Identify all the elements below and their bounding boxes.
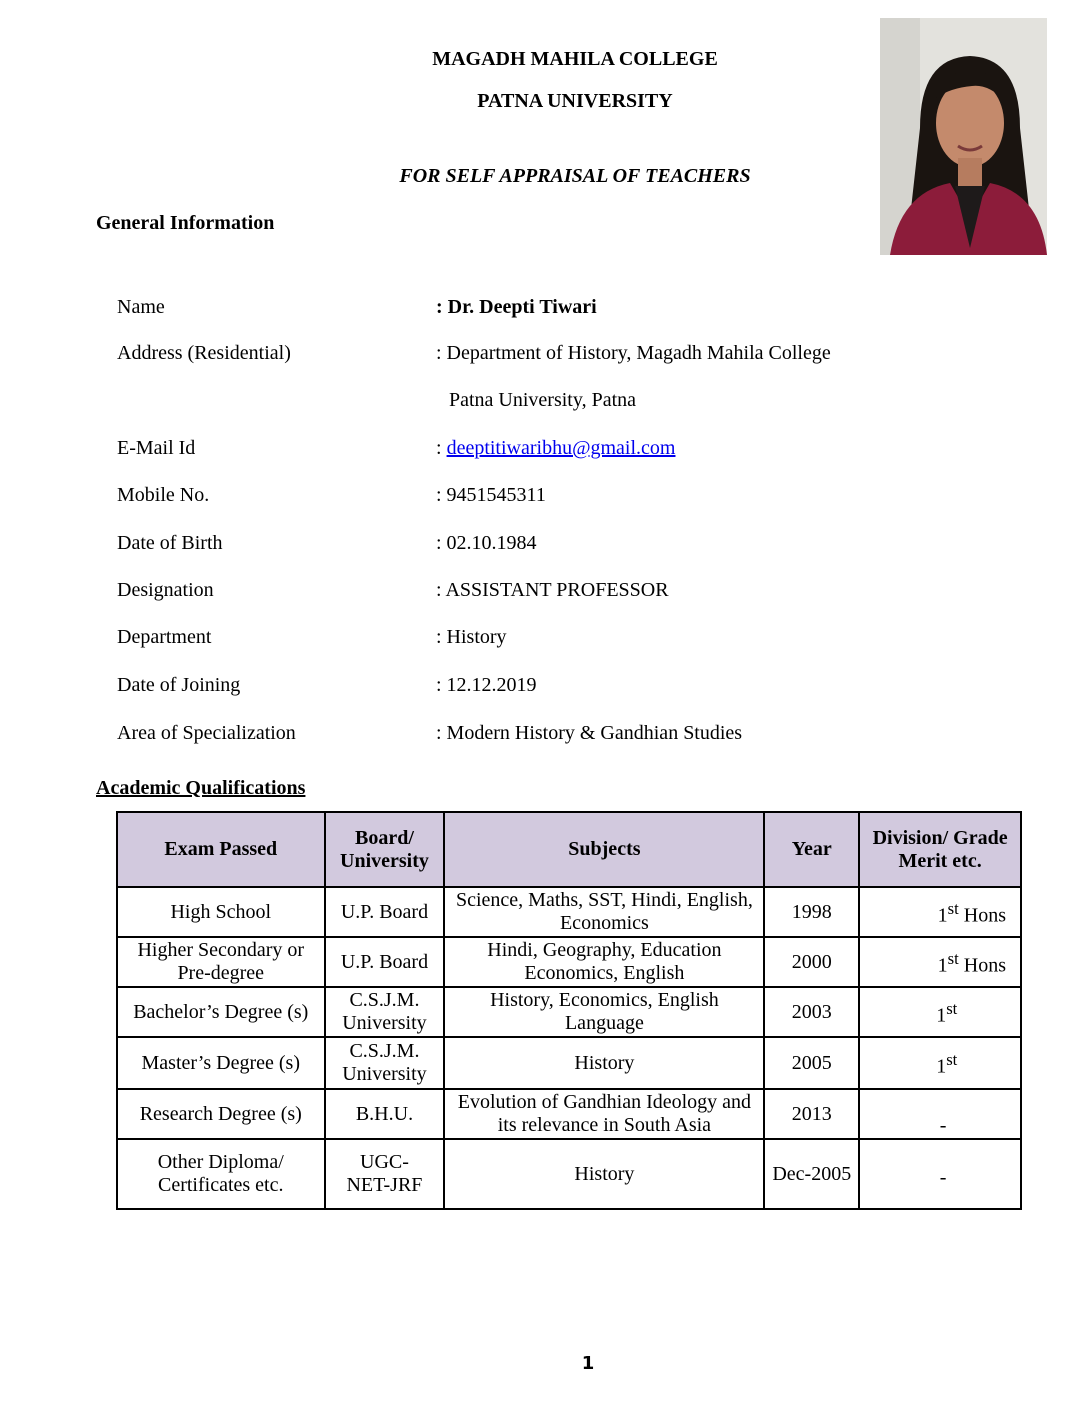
cell-exam: Other Diploma/ Certificates etc. xyxy=(117,1139,325,1209)
cell-year: 2013 xyxy=(764,1089,859,1139)
col-year: Year xyxy=(764,812,859,887)
division-sup: st xyxy=(947,898,959,918)
cell-division xyxy=(859,987,1021,1037)
department-label: Department xyxy=(117,626,212,648)
cell-board: B.H.U. xyxy=(325,1089,445,1139)
division-sup: st xyxy=(947,948,959,968)
cell-exam: Master’s Degree (s) xyxy=(117,1037,325,1089)
table-row xyxy=(117,887,1021,937)
mobile-value: : 9451545311 xyxy=(436,484,546,506)
cell-year: 1998 xyxy=(764,887,859,937)
cell-division xyxy=(859,1089,1021,1139)
table-row xyxy=(117,1089,1021,1139)
university-name: PATNA UNIVERSITY xyxy=(477,90,673,112)
division-value: 1 xyxy=(936,1004,947,1027)
doj-label: Date of Joining xyxy=(117,674,241,696)
col-division: Division/ Grade Merit etc. xyxy=(859,812,1021,887)
cell-exam: Bachelor’s Degree (s) xyxy=(117,987,325,1037)
cell-board: C.S.J.M. University xyxy=(325,1037,445,1089)
cell-exam: Higher Secondary or Pre-degree xyxy=(117,937,325,987)
email-link[interactable]: deeptitiwaribhu@gmail.com xyxy=(446,437,676,459)
col-board: Board/ University xyxy=(325,812,445,887)
division-value: 1 xyxy=(937,904,948,927)
cell-subjects: History xyxy=(444,1037,764,1089)
cell-board: U.P. Board xyxy=(325,937,445,987)
specialization-label: Area of Specialization xyxy=(117,722,296,744)
doj-value: : 12.12.2019 xyxy=(436,674,537,696)
profile-photo xyxy=(880,18,1047,255)
email-label: E-Mail Id xyxy=(117,437,196,459)
table-row xyxy=(117,1139,1021,1209)
cell-board: U.P. Board xyxy=(325,887,445,937)
cell-year: 2005 xyxy=(764,1037,859,1089)
cell-year: 2003 xyxy=(764,987,859,1037)
college-name: MAGADH MAHILA COLLEGE xyxy=(432,48,718,70)
address-line2: Patna University, Patna xyxy=(449,389,637,411)
address-label: Address (Residential) xyxy=(117,342,291,364)
cell-division xyxy=(859,1139,1021,1209)
cell-subjects: Hindi, Geography, Education Economics, English xyxy=(444,937,764,987)
cell-division xyxy=(859,887,1021,937)
name-label: Name xyxy=(117,296,165,318)
cell-year: Dec-2005 xyxy=(764,1139,859,1209)
cell-board: UGC-NET-JRF xyxy=(325,1139,445,1209)
cell-subjects: History xyxy=(444,1139,764,1209)
email-prefix: : xyxy=(436,437,447,459)
profile-photo-icon xyxy=(880,18,1047,255)
division-value: - xyxy=(939,1115,947,1137)
designation-label: Designation xyxy=(117,579,214,601)
division-sup: st xyxy=(946,998,958,1018)
division-value: - xyxy=(939,1166,947,1189)
form-title: FOR SELF APPRAISAL OF TEACHERS xyxy=(399,165,751,187)
general-info-heading: General Information xyxy=(96,212,275,234)
department-value: : History xyxy=(436,626,507,648)
division-value: 1 xyxy=(936,1055,947,1078)
cell-exam: Research Degree (s) xyxy=(117,1089,325,1139)
cell-year: 2000 xyxy=(764,937,859,987)
cell-subjects: Science, Maths, SST, Hindi, English, Economics xyxy=(444,887,764,937)
cell-division xyxy=(859,937,1021,987)
division-sup: st xyxy=(946,1049,958,1069)
dob-value: : 02.10.1984 xyxy=(436,532,537,554)
division-value: 1 xyxy=(937,954,948,977)
division-suffix: Hons xyxy=(958,904,1006,927)
specialization-value: : Modern History & Gandhian Studies xyxy=(436,722,743,744)
dob-label: Date of Birth xyxy=(117,532,223,554)
table-row xyxy=(117,1037,1021,1089)
division-suffix: Hons xyxy=(958,954,1006,977)
col-subjects: Subjects xyxy=(444,812,764,887)
cell-exam: High School xyxy=(117,887,325,937)
designation-value: : ASSISTANT PROFESSOR xyxy=(436,579,669,601)
qualifications-table xyxy=(116,811,1022,1210)
table-row xyxy=(117,987,1021,1037)
email-value xyxy=(436,437,675,460)
academic-heading: Academic Qualifications xyxy=(96,777,306,799)
cell-division xyxy=(859,1037,1021,1089)
name-value: : Dr. Deepti Tiwari xyxy=(436,296,597,318)
page-number: 1 xyxy=(581,1353,595,1374)
cell-board: C.S.J.M. University xyxy=(325,987,445,1037)
cell-subjects: Evolution of Gandhian Ideology and its relevance in South Asia xyxy=(444,1089,764,1139)
cell-subjects: History, Economics, English Language xyxy=(444,987,764,1037)
col-exam: Exam Passed xyxy=(117,812,325,887)
mobile-label: Mobile No. xyxy=(117,484,210,506)
address-line1: : Department of History, Magadh Mahila College xyxy=(436,342,831,364)
table-header-row xyxy=(117,812,1021,887)
table-row xyxy=(117,937,1021,987)
